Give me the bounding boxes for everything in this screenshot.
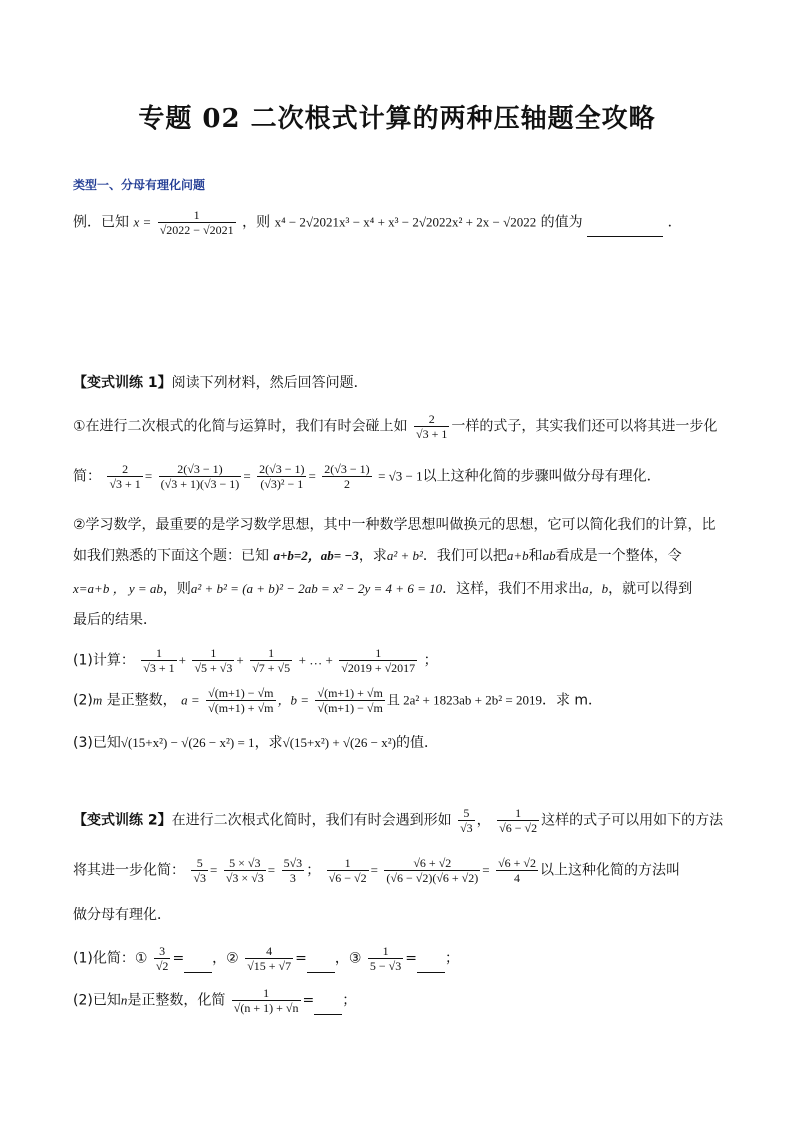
t1-p4-cond: a+b=2，ab= −3: [273, 548, 359, 563]
frac-num: √(m+1) + √m: [317, 686, 383, 700]
frac-num: 1: [232, 986, 301, 1001]
frac-den: √(n + 1) + √n: [233, 1001, 299, 1015]
t1-q3-end: 的值．: [395, 735, 438, 751]
frac-den: √(m+1) − √m: [317, 701, 383, 715]
t1-q1-line: (1)计算： $\frac{1}{√3 + 1}$ + $\frac{1}{√5 + √3}$ + $\frac{1}{√7 + √5}$ + … + $\frac{1}{√2019 + √2017}$ ；: [73, 646, 438, 675]
t1-p2-line: 简： $\frac{2}{√3 + 1}$ = $\frac{2(√3 - 1)}{(√3 + 1)(√3 - 1)}$ = $\frac{2(√3 - 1)}{\text{(√3)² − 1}}$ = $\frac{2(√3 - 1)}{2}$ = √3 − 1以上这种化简的步骤叫做分母有理化．: [73, 462, 661, 491]
frac-num: 1: [141, 646, 176, 661]
t2-q2-n: n: [120, 992, 128, 1008]
example-x-eq: x =: [133, 214, 152, 230]
t1-p5c: ．这样，我们不用求出: [442, 581, 583, 597]
frac-den: √2: [155, 959, 169, 973]
t1-p2-frac1: [107, 462, 142, 491]
t2-q1-label: (1)化简：①: [73, 950, 148, 967]
frac-num: 1: [368, 944, 403, 959]
t2-s5: [384, 856, 480, 885]
t1-p4-ab2: ab: [542, 548, 556, 563]
t1-p2-frac4: [322, 462, 371, 491]
t1-p4c: ．我们可以把: [422, 548, 507, 564]
t1-p2b: 以上这种化简的步骤叫做分母有理化．: [422, 468, 661, 485]
t1-q2-cond: 且 2a² + 1823ab + 2b² = 2019: [386, 692, 542, 708]
t2-q2-fraction: [232, 986, 301, 1015]
frac-num: 5 × √3: [224, 856, 266, 871]
t2-f2: [497, 806, 539, 835]
t2-f1: [458, 806, 475, 835]
t1-intro: 阅读下列材料，然后回答问题．: [171, 375, 368, 391]
q1-term-2: [192, 646, 234, 675]
answer-blank-2[interactable]: [307, 958, 335, 973]
t1-p4-line: [73, 546, 682, 566]
frac-den: 2: [343, 477, 350, 491]
t1-q3-eq: √(15+x²) − √(26 − x²) = 1: [120, 735, 255, 750]
answer-blank[interactable]: [587, 222, 663, 237]
equals: =: [172, 950, 185, 967]
frac-num: √6 + √2: [384, 856, 480, 871]
t1-p4d: 看成是一个整体，令: [555, 548, 682, 564]
answer-blank-4[interactable]: [314, 1000, 342, 1015]
t1-q2-label: (2): [73, 692, 93, 709]
frac-den: √(m+1) + √m: [208, 701, 274, 715]
frac-num: 3: [154, 944, 171, 959]
frac-num: 1: [497, 806, 539, 821]
frac-den: (√3 + 1)(√3 − 1): [160, 477, 240, 491]
t2-p1-line: [73, 806, 723, 835]
t2-s1: [191, 856, 208, 885]
semicolon: ；: [306, 862, 321, 879]
frac-num: 1: [158, 208, 236, 223]
t1-p6-line: 最后的结果．: [73, 612, 157, 628]
t2-q2a: (2)已知: [73, 992, 121, 1009]
frac-den: √5 + √3: [194, 661, 233, 675]
example-expression: x⁴ − 2√2021x³ − x⁴ + x³ − 2√2022x² + 2x − √2022: [274, 214, 537, 230]
frac-num: 5: [191, 856, 208, 871]
frac-num: 5√3: [283, 856, 303, 870]
t1-q3-label: (3)已知: [73, 735, 121, 751]
t1-p5b: ，则: [162, 581, 191, 597]
t2-p1b: 这样的式子可以用如下的方法: [541, 812, 724, 829]
frac-den: √6 − √2: [328, 871, 367, 885]
t1-p5d: ，就可以得到: [608, 581, 693, 597]
frac-den: (√3)² − 1: [260, 477, 304, 491]
t1-p5-vars: a，b: [582, 581, 609, 596]
t2-q1b: [245, 944, 293, 973]
example-end: ．: [667, 214, 682, 231]
example-then: ，则: [242, 214, 271, 231]
frac-den: √2019 + √2017: [341, 661, 416, 675]
frac-num: 1: [192, 646, 234, 661]
frac-den: √6 − √2: [499, 821, 538, 835]
frac-den: 3: [289, 871, 296, 885]
t1-intro-line: [73, 373, 368, 393]
example-line: [73, 208, 682, 237]
t1-label: 【变式训练 1】: [73, 375, 172, 391]
t2-p3-line: 做分母有理化．: [73, 907, 171, 923]
q2-b-fraction: [315, 686, 384, 715]
t2-p1a: 在进行二次根式化简时，我们有时会遇到形如: [171, 812, 452, 829]
t2-s4: [327, 856, 369, 885]
frac-den: (√6 − √2)(√6 + √2): [386, 871, 479, 885]
t2-s6: [496, 856, 538, 885]
example-fraction: [158, 208, 236, 237]
frac-den: 4: [514, 871, 521, 885]
t1-p1-line: [73, 412, 717, 441]
t1-p2-result: = √3 − 1: [378, 468, 423, 484]
equals: =: [405, 950, 417, 967]
frac-num: 2(√3 − 1): [159, 462, 242, 477]
t1-p1a: ①在进行二次根式的化简与运算时，我们有时会碰上如: [73, 418, 408, 435]
t2-q1a: [154, 944, 171, 973]
frac-num: 1: [327, 856, 369, 871]
t1-p5-sub: x=a+b ， y = ab: [73, 581, 163, 596]
t2-p2a: 将其进一步化简：: [73, 862, 185, 879]
t2-q2-line: [73, 986, 356, 1015]
t1-p4b: ，求: [358, 548, 387, 564]
frac-den: √3 + 1: [143, 661, 175, 675]
frac-num: 2: [107, 462, 142, 477]
frac-num: 1: [339, 646, 417, 661]
t1-q2-line: [73, 686, 602, 715]
t1-q2-end: ．求 m．: [541, 692, 603, 709]
frac-num: 2(√3 − 1): [259, 462, 305, 476]
frac-den: √3 + 1: [109, 477, 141, 491]
t2-s3: [282, 856, 305, 885]
frac-den: √2022 − √2021: [159, 223, 234, 237]
frac-den: √3: [193, 871, 207, 885]
answer-blank-3[interactable]: [417, 958, 445, 973]
frac-num: 4: [245, 944, 293, 959]
t2-q1c: [368, 944, 403, 973]
section-heading: 类型一、分母有理化问题: [73, 178, 206, 192]
t1-q2-aeq: a =: [181, 692, 200, 708]
t1-p4-and: 和: [528, 548, 543, 564]
frac-num: 1: [250, 646, 292, 661]
q1-term-4: [339, 646, 417, 675]
t1-p4-goal: a² + b²: [386, 548, 423, 563]
t1-p5-line: [73, 579, 692, 599]
q1-term-1: [141, 646, 176, 675]
frac-num: 5: [458, 806, 475, 821]
end-mark: ；: [342, 992, 357, 1009]
comma: ，: [476, 812, 491, 829]
t1-q2-m: m: [92, 692, 103, 708]
frac-den: 5 − √3: [369, 959, 402, 973]
t2-q1-line: [73, 944, 459, 973]
t1-p3-line: ②学习数学，最重要的是学习数学思想，其中一种数学思想叫做换元的思想，它可以简化我们的计算，比: [73, 517, 716, 533]
equals: =: [302, 992, 315, 1009]
t1-p1-fraction: [414, 412, 449, 441]
t1-q2-beq: ，b =: [277, 692, 310, 708]
t1-p2-frac3: [257, 462, 306, 491]
separator: ，②: [212, 950, 239, 967]
t1-q3-b: ，求: [254, 735, 283, 751]
frac-den: √7 + √5: [252, 661, 291, 675]
t1-p2a: 简：: [73, 468, 101, 485]
t1-p1b: 一样的式子，其实我们还可以将其进一步化: [451, 418, 718, 435]
q1-term-3: [250, 646, 292, 675]
t1-q3-line: [73, 733, 438, 753]
t1-q3-goal: √(15+x²) + √(26 − x²): [282, 735, 396, 750]
t1-q2-a: 是正整数，: [106, 692, 177, 709]
frac-num: √6 + √2: [498, 856, 537, 870]
frac-den: √15 + √7: [247, 959, 292, 973]
t2-q2b: 是正整数，化简: [127, 992, 226, 1009]
example-prefix: 例．已知: [73, 214, 129, 231]
t2-p2b: 以上这种化简的方法叫: [540, 862, 681, 879]
page-title: 专题 02 二次根式计算的两种压轴题全攻略: [138, 104, 656, 134]
t2-s2: [224, 856, 266, 885]
example-suffix: 的值为: [540, 214, 583, 231]
t1-p4-ab: a+b: [506, 548, 529, 563]
frac-den: √3 + 1: [416, 427, 448, 441]
frac-den: √3 × √3: [225, 871, 264, 885]
t2-p2-line: 将其进一步化简： $\frac{5}{√3}$ = $\frac{5 \times √3}{√3 \times √3}$ = $\frac{5√3}{3}$ ； $\frac{1}{√6 - √2}$ = $\frac{√6 + √2}{(√6 - √2)(√6 + √2)}$ = $\frac{√6 + √2}{4}$ 以上这种化简的方法叫: [73, 856, 681, 885]
q1-end: ；: [423, 652, 438, 669]
answer-blank-1[interactable]: [184, 958, 212, 973]
t1-p4a: 如我们熟悉的下面这个题：已知: [73, 548, 269, 564]
end-mark: ；: [444, 950, 459, 967]
frac-den: √3: [460, 821, 473, 835]
t1-p2-frac2: [159, 462, 242, 491]
q1-dots: + … +: [298, 652, 333, 668]
equals: =: [295, 950, 307, 967]
t1-q1-label: (1)计算：: [73, 652, 135, 669]
separator: ，③: [334, 950, 362, 967]
q2-a-fraction: [206, 686, 275, 715]
t1-p5-eq: a² + b² = (a + b)² − 2ab = x² − 2y = 4 + 6 = 10: [190, 581, 443, 596]
t2-label: 【变式训练 2】: [73, 812, 172, 829]
frac-num: 2(√3 − 1): [324, 462, 370, 476]
frac-num: √(m+1) − √m: [208, 686, 274, 700]
frac-num: 2: [414, 412, 449, 427]
